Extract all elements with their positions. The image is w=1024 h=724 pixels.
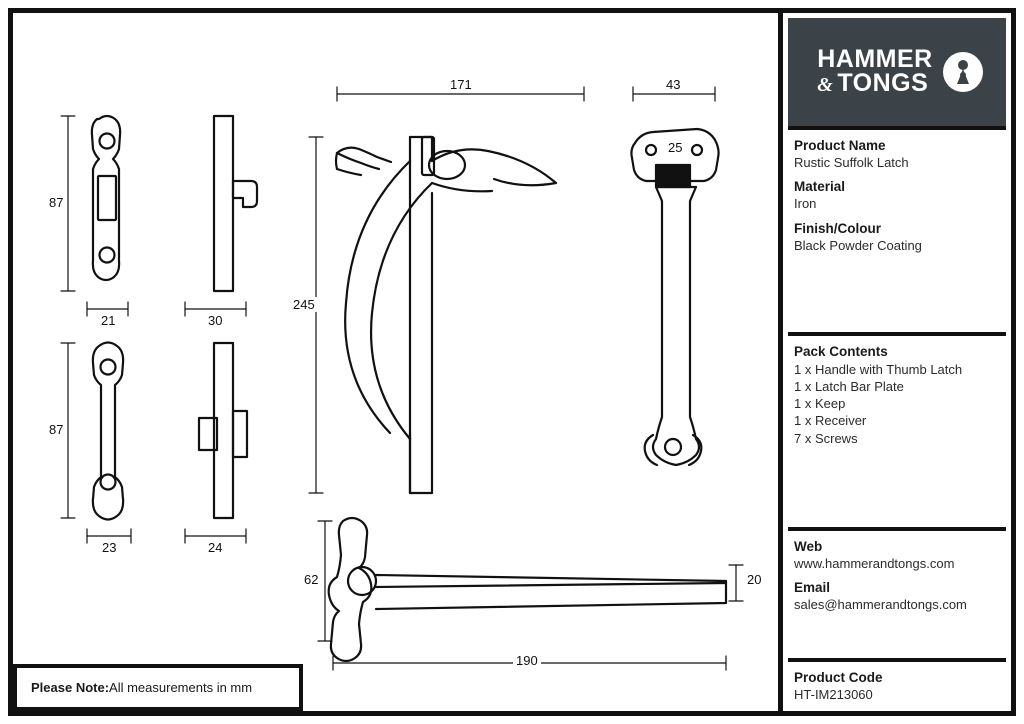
product-details-section bbox=[788, 126, 1006, 332]
pack-item: 1 x Latch Bar Plate bbox=[794, 379, 904, 395]
receiver-side-view bbox=[199, 343, 247, 518]
material-value: Iron bbox=[794, 196, 817, 212]
label-keep-height: 87 bbox=[46, 195, 66, 210]
product-code-section bbox=[788, 658, 1006, 724]
product-code-title: Product Code bbox=[794, 670, 883, 685]
drawing-area bbox=[13, 13, 778, 711]
brand-line-1: HAMMER bbox=[817, 45, 933, 74]
brand-logo bbox=[788, 18, 1006, 126]
web-title: Web bbox=[794, 539, 823, 554]
please-note-box bbox=[13, 664, 303, 711]
brand-ampersand: & bbox=[817, 74, 834, 96]
pack-contents-section bbox=[788, 332, 1006, 527]
product-drawings bbox=[13, 13, 778, 711]
latch-bar-plate-view bbox=[631, 129, 718, 465]
pack-item: 1 x Receiver bbox=[794, 413, 867, 429]
pack-item: 7 x Screws bbox=[794, 430, 858, 446]
dimension-handle-height bbox=[309, 137, 323, 493]
email-title: Email bbox=[794, 580, 831, 596]
pack-contents-title: Pack Contents bbox=[794, 344, 888, 359]
contact-section bbox=[788, 527, 1006, 658]
product-name-title: Product Name bbox=[794, 138, 886, 153]
label-keep-side-width: 30 bbox=[205, 313, 225, 328]
label-bar-length: 190 bbox=[513, 653, 541, 668]
web-value[interactable]: www.hammerandtongs.com bbox=[794, 556, 955, 571]
email-value[interactable]: sales@hammerandtongs.com bbox=[794, 597, 967, 613]
label-handle-height: 245 bbox=[290, 297, 318, 312]
label-bar-thickness: 20 bbox=[744, 572, 764, 587]
receiver-front-view bbox=[93, 343, 123, 520]
label-keep-width: 21 bbox=[98, 313, 118, 328]
pack-item: 1 x Handle with Thumb Latch bbox=[794, 362, 963, 377]
material-title: Material bbox=[794, 179, 846, 195]
note-prefix: Please Note: bbox=[31, 680, 110, 695]
pack-item: 1 x Keep bbox=[794, 396, 846, 412]
product-code-value: HT-IM213060 bbox=[794, 687, 873, 702]
label-handle-top-width: 171 bbox=[447, 77, 475, 92]
keyhole-icon bbox=[943, 52, 983, 92]
brand-line-2: TONGS bbox=[837, 69, 929, 97]
keep-side-view bbox=[214, 116, 257, 291]
finish-value: Black Powder Coating bbox=[794, 237, 922, 253]
keep-front-view bbox=[92, 116, 120, 280]
note-text: All measurements in mm bbox=[109, 680, 253, 695]
label-receiver-width: 23 bbox=[99, 540, 119, 555]
label-receiver-height: 87 bbox=[46, 422, 66, 437]
product-name-value: Rustic Suffolk Latch bbox=[794, 155, 909, 170]
dimension-bar-thickness bbox=[729, 565, 743, 601]
latch-bar-view bbox=[329, 518, 726, 661]
handle-with-thumb-latch-view bbox=[336, 137, 556, 493]
label-plate-slot: 25 bbox=[668, 140, 683, 155]
info-panel bbox=[783, 13, 1011, 711]
label-bar-height: 62 bbox=[301, 572, 321, 587]
finish-title: Finish/Colour bbox=[794, 220, 881, 236]
label-receiver-side-width: 24 bbox=[205, 540, 225, 555]
label-plate-width: 43 bbox=[663, 77, 683, 92]
pack-contents-list bbox=[794, 361, 1000, 447]
